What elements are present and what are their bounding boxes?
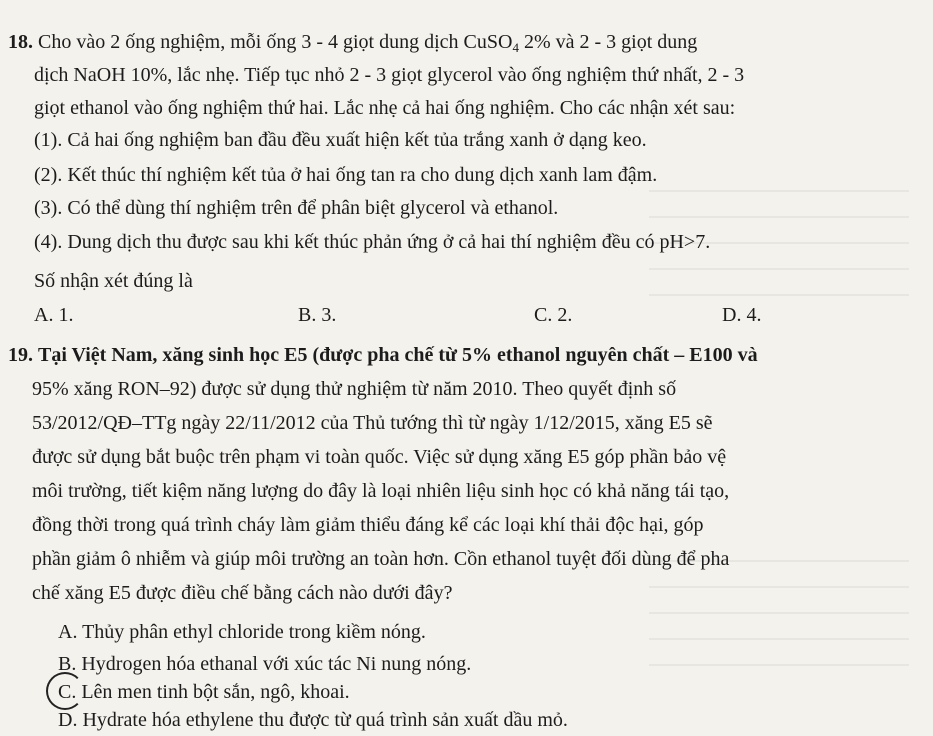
bleed-through-text bbox=[649, 560, 909, 690]
q19-stem-line: chế xăng E5 được điều chế bằng cách nào dưới đây? bbox=[32, 582, 453, 604]
q19-stem-line: Tại Việt Nam, xăng sinh học E5 (được pha chế từ 5% ethanol nguyên chất – E100 và bbox=[38, 344, 758, 366]
q19-option-c[interactable]: C. Lên men tinh bột sắn, ngô, khoai. bbox=[58, 681, 350, 703]
q18-statement-2: (2). Kết thúc thí nghiệm kết tủa ở hai ống tan ra cho dung dịch xanh lam đậm. bbox=[34, 164, 658, 186]
q19-option-a[interactable]: A. Thủy phân ethyl chloride trong kiềm nóng. bbox=[58, 621, 426, 643]
q19-line-1 bbox=[8, 343, 758, 367]
bleed-through-text bbox=[649, 190, 909, 320]
q18-line-1 bbox=[8, 30, 697, 60]
q18-stem-line: dịch NaOH 10%, lắc nhẹ. Tiếp tục nhỏ 2 - 3 giọt glycerol vào ống nghiệm thứ nhất, 2 - 3 bbox=[34, 64, 745, 86]
q19-stem-line: 53/2012/QĐ–TTg ngày 22/11/2012 của Thủ tướng thì từ ngày 1/12/2015, xăng E5 sẽ bbox=[32, 412, 713, 434]
q18-statement-1: (1). Cả hai ống nghiệm ban đầu đều xuất hiện kết tủa trắng xanh ở dạng keo. bbox=[34, 129, 647, 151]
q18-stem-line: giọt ethanol vào ống nghiệm thứ hai. Lắc nhẹ cả hai ống nghiệm. Cho các nhận xét sau: bbox=[34, 97, 736, 119]
q19-stem-line: môi trường, tiết kiệm năng lượng do đây là loại nhiên liệu sinh học có khả năng tái tạo, bbox=[32, 480, 730, 502]
q18-number: 18. bbox=[8, 31, 33, 53]
q19-stem-line: 95% xăng RON–92) được sử dụng thử nghiệm từ năm 2010. Theo quyết định số bbox=[32, 378, 677, 400]
q19-stem-line: phần giảm ô nhiễm và giúp môi trường an toàn hơn. Cồn ethanol tuyệt đối dùng để pha bbox=[32, 548, 730, 570]
q19-stem-line: đồng thời trong quá trình cháy làm giảm thiểu đáng kể các loại khí thải độc hại, góp bbox=[32, 514, 704, 536]
q19-option-d[interactable]: D. Hydrate hóa ethylene thu được từ quá trình sản xuất dầu mỏ. bbox=[58, 709, 568, 731]
q19-option-b[interactable]: B. Hydrogen hóa ethanal với xúc tác Ni nung nóng. bbox=[58, 653, 472, 675]
q18-stem-tail: 2% và 2 - 3 giọt dung bbox=[518, 31, 698, 53]
q18-option-b[interactable]: B. 3. bbox=[298, 304, 337, 326]
q18-stem-line: Cho vào 2 ống nghiệm, mỗi ống 3 - 4 giọt dung dịch CuSO bbox=[38, 31, 513, 53]
subscript: 4 bbox=[512, 40, 519, 55]
q19-stem-line: được sử dụng bắt buộc trên phạm vi toàn quốc. Việc sử dụng xăng E5 góp phần bảo vệ bbox=[32, 446, 727, 468]
q18-statement-4: (4). Dung dịch thu được sau khi kết thúc phản ứng ở cả hai thí nghiệm đều có pH>7. bbox=[34, 231, 711, 253]
q18-option-d[interactable]: D. 4. bbox=[722, 304, 762, 326]
q18-statement-3: (3). Có thể dùng thí nghiệm trên để phân biệt glycerol và ethanol. bbox=[34, 197, 559, 219]
q19-number: 19. bbox=[8, 344, 33, 366]
q18-option-a[interactable]: A. 1. bbox=[34, 304, 74, 326]
q18-option-c[interactable]: C. 2. bbox=[534, 304, 573, 326]
q18-prompt: Số nhận xét đúng là bbox=[34, 270, 193, 292]
